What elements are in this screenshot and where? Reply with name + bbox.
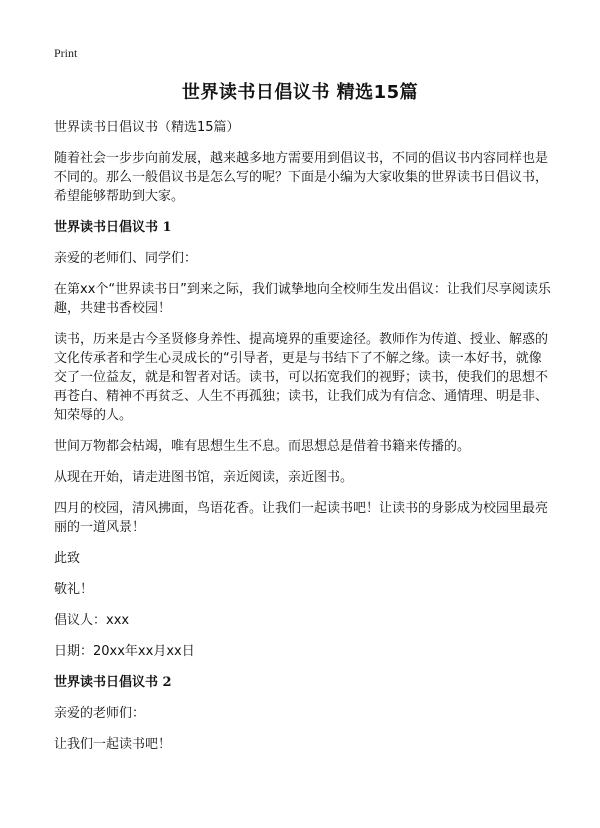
section-2-paragraph-1: 让我们一起读书吧！ [54, 737, 172, 752]
page-title: 世界读书日倡议书 精选15篇 [181, 82, 419, 103]
section-1-paragraph-5: 四月的校园，清风拂面，鸟语花香。让我们一起读书吧！让读书的身影成为校园里最亮丽的一道风景！ [54, 501, 549, 535]
section-1-paragraph-2: 读书，历来是古今圣贤修身养性、提高境界的重要途径。教师作为传道、授业、解惑的文化传承者和学生心灵成长的“引导者，更是与书结下了不解之缘。读一本好书，就像交了一位益友，就是和智者对话。读书，可以拓宽我们的视野；读书，使我们的思想不再苍白、精神不再贫乏、人生不再孤独；读书，让我们成为有信念、通情理、明是非、知荣辱的人。 [54, 332, 549, 423]
section-1-paragraph-4: 从现在开始，请走进图书馆，亲近阅读，亲近图书。 [54, 470, 354, 485]
section-1-heading: 世界读书日倡议书 1 [54, 220, 172, 235]
section-1-initiator: 倡议人：xxx [54, 613, 130, 628]
section-1-closing-2: 敬礼！ [54, 582, 94, 597]
section-1-paragraph-3: 世间万物都会枯竭，唯有思想生生不息。而思想总是借着书籍来传播的。 [54, 439, 471, 454]
section-1-greeting: 亲爱的老师们、同学们： [54, 251, 198, 266]
print-link[interactable]: Print [54, 46, 78, 60]
section-1-paragraph-1: 在第xx个“世界读书日”到来之际，我们诚挚地向全校师生发出倡议：让我们尽享阅读乐趣，共建书香校园！ [54, 282, 551, 316]
section-1-closing-1: 此致 [54, 551, 81, 566]
document-body [54, 118, 554, 766]
section-1-date: 日期：20xx年xx月xx日 [54, 644, 195, 659]
section-2-heading: 世界读书日倡议书 2 [54, 675, 172, 690]
intro-paragraph: 随着社会一步步向前发展，越来越多地方需要用到倡议书，不同的倡议书内容同样也是不同的。那么一般倡议书是怎么写的呢？下面是小编为大家收集的世界读书日倡议书，希望能够帮助到大家。 [54, 151, 549, 204]
section-2-greeting: 亲爱的老师们： [54, 706, 146, 721]
document-subtitle: 世界读书日倡议书（精选15篇） [54, 120, 240, 135]
